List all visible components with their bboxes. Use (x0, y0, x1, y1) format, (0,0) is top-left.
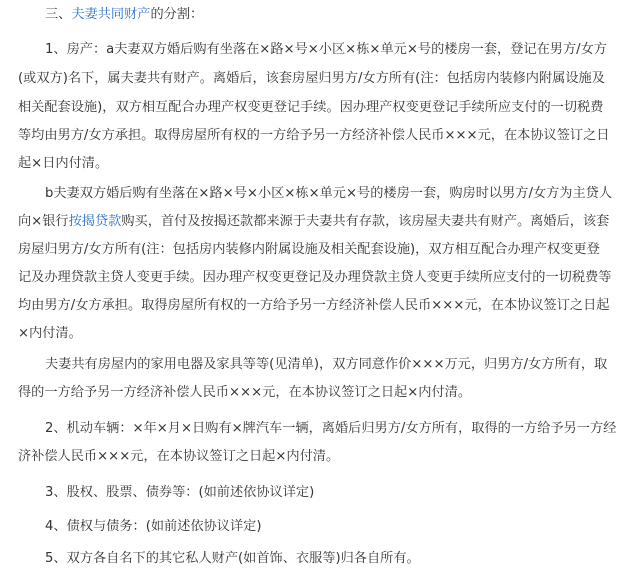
paragraph-line: 均由男方/女方承担。取得房屋所有权的一方给予另一方经济补偿人民币×××元，在本协议签订之日起 (18, 298, 610, 313)
line-prefix: 向×银行 (18, 214, 69, 229)
paragraph-debts: 4、债权与债务：(如前述依协议详定) (45, 519, 262, 534)
line-suffix: 购买，首付及按揭还款都来源于夫妻共有存款，该房屋夫妻共有财产。离婚后，该套 (121, 214, 610, 229)
heading-prefix: 三、 (45, 7, 72, 22)
paragraph-line: b夫妻双方婚后购有坐落在×路×号×小区×栋×单元×号的楼房一套，购房时以男方/女方为主贷人 (45, 186, 613, 201)
paragraph-line: 起×日内付清。 (18, 156, 109, 171)
paragraph-line: 2、机动车辆：×年×月×日购有×牌汽车一辆，离婚后归男方/女方所有，取得的一方给予另一方经 (45, 421, 617, 436)
paragraph-personal-property: 5、双方各自名下的其它私人财产(如首饰、衣服等)归各自所有。 (45, 551, 420, 566)
paragraph-line: 等均由男方/女方承担。取得房屋所有权的一方给予另一方经济补偿人民币×××元，在本协议签订之日 (18, 128, 610, 143)
heading-link-common-property[interactable]: 夫妻共同财产 (71, 7, 151, 22)
paragraph-stocks: 3、股权、股票、债券等：(如前述依协议详定) (45, 485, 315, 500)
paragraph-line: 房屋归男方/女方所有(注：包括房内装修内附属设施及相关配套设施)，双方相互配合办理产权变更登 (18, 242, 600, 257)
paragraph-line: 相关配套设施)，双方相互配合办理产权变更登记手续。因办理产权变更登记手续所应支付的一切税费 (18, 100, 604, 115)
paragraph-line: 记及办理贷款主贷人变更手续。因办理产权变更登记及办理贷款主贷人变更手续所应支付的一切税费等 (18, 270, 612, 285)
paragraph-line: 1、房产：a夫妻双方婚后购有坐落在×路×号×小区×栋×单元×号的楼房一套，登记在男方/女方 (45, 42, 607, 57)
heading-suffix: 的分割： (150, 7, 204, 22)
paragraph-line (18, 212, 609, 232)
section-heading (45, 5, 203, 25)
paragraph-line: ×内付清。 (18, 326, 82, 341)
paragraph-line: (或双方)名下，属夫妻共有财产。离婚后，该套房屋归男方/女方所有(注：包括房内装修内附属设施及 (18, 71, 605, 86)
mortgage-loan-link[interactable]: 按揭贷款 (68, 214, 122, 229)
paragraph-line: 济补偿人民币×××元，在本协议签订之日起×内付清。 (18, 449, 340, 464)
paragraph-line: 夫妻共有房屋内的家用电器及家具等等(见清单)，双方同意作价×××万元，归男方/女方所有，取 (45, 357, 608, 372)
paragraph-line: 得的一方给予另一方经济补偿人民币×××元，在本协议签订之日起×内付清。 (18, 385, 472, 400)
